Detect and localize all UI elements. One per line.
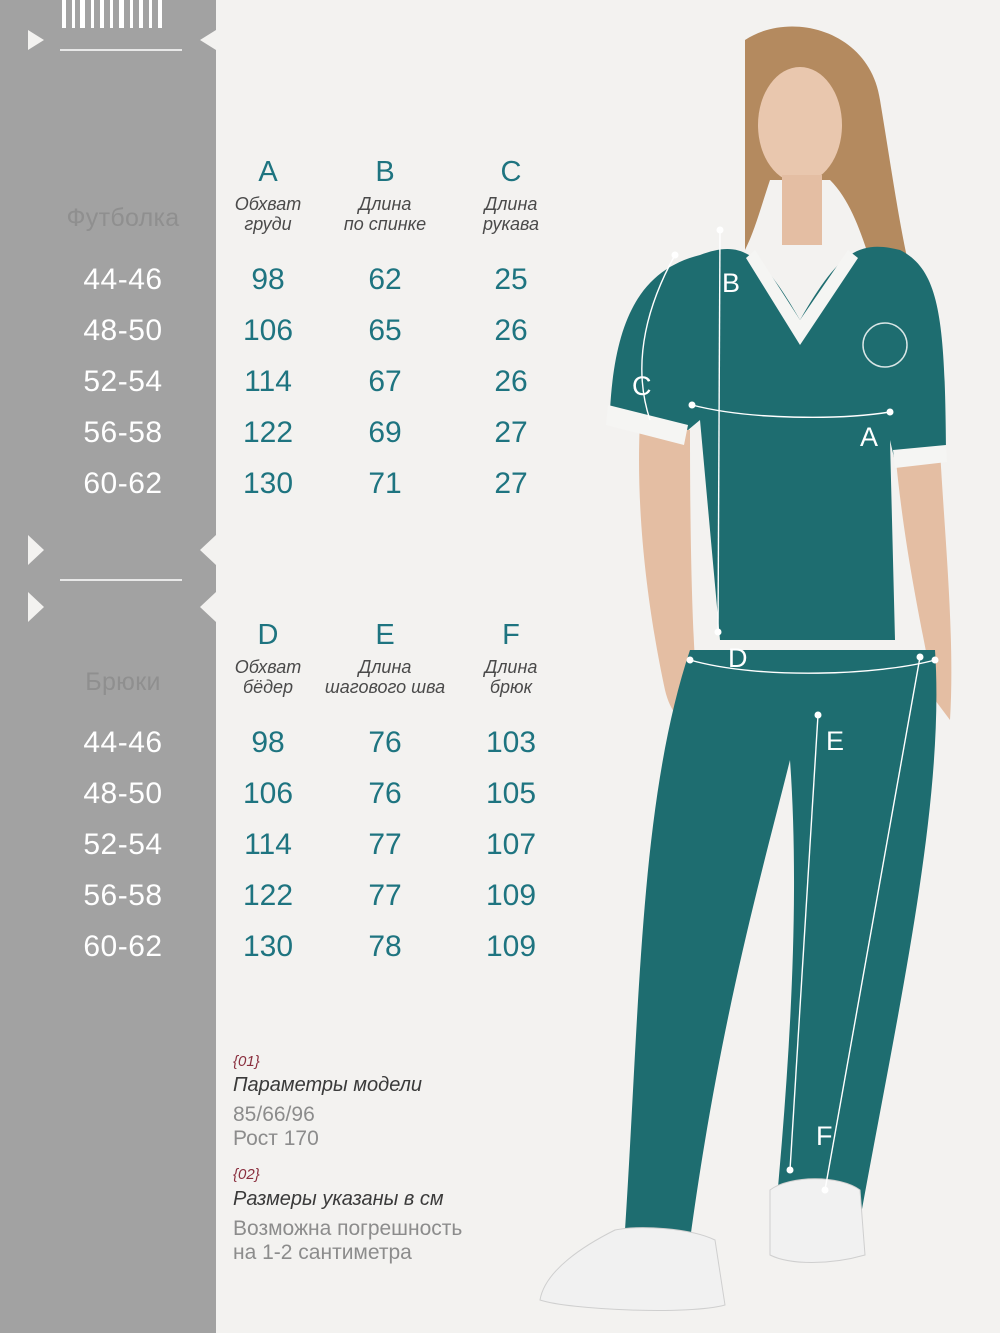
table-cell: 69 (368, 416, 402, 449)
table-cell: 67 (368, 365, 402, 398)
table-cell: 76 (368, 777, 402, 810)
table-cell: 71 (368, 467, 402, 500)
table-cell: 77 (368, 828, 402, 861)
table-cell: 98 (251, 263, 285, 296)
right-shoe (770, 1179, 865, 1263)
note-line: Возможна погрешность (233, 1217, 463, 1240)
table-cell: 78 (368, 930, 402, 963)
table-cell: 107 (485, 828, 537, 861)
size-label: 48-50 (83, 314, 163, 347)
trousers-shape (625, 650, 936, 1240)
table-cell: 25 (494, 263, 528, 296)
column-letter: F (502, 619, 520, 651)
column-caption: Длина брюк (484, 657, 538, 697)
table-cell: 65 (368, 314, 402, 347)
size-label: 52-54 (83, 365, 163, 398)
column-caption: Длина по спинке (343, 194, 427, 234)
label-a: A (860, 422, 879, 452)
table-cell: 105 (485, 777, 537, 810)
column-caption: Длина рукава (483, 194, 539, 234)
column-caption: Длина шагового шва (324, 657, 446, 697)
size-label: 52-54 (83, 828, 163, 861)
table-cell: 103 (485, 726, 537, 759)
table-cell: 62 (368, 263, 402, 296)
size-label: 56-58 (83, 879, 163, 912)
size-label: 44-46 (83, 726, 163, 759)
left-shoe (540, 1228, 725, 1311)
label-e: E (826, 726, 845, 756)
table-cell: 109 (485, 930, 537, 963)
size-label: 60-62 (83, 467, 163, 500)
trousers-title: Брюки (85, 668, 161, 696)
column-caption: Обхват груди (234, 194, 302, 234)
size-label: 44-46 (83, 263, 163, 296)
column-letter: A (258, 156, 278, 188)
model-photo (520, 0, 1000, 1333)
table-cell: 122 (242, 879, 294, 912)
note-title: Размеры указаны в см (233, 1188, 444, 1210)
table-cell: 98 (251, 726, 285, 759)
table-cell: 130 (242, 930, 294, 963)
table-cell: 76 (368, 726, 402, 759)
tshirt-title: Футболка (66, 204, 180, 232)
table-cell: 77 (368, 879, 402, 912)
label-c: C (632, 371, 652, 401)
table-cell: 114 (244, 365, 292, 398)
label-f: F (816, 1121, 833, 1151)
column-letter: E (375, 619, 395, 651)
label-d: D (728, 643, 748, 673)
table-cell: 26 (494, 314, 528, 347)
note-tag: {02} (233, 1166, 260, 1183)
column-letter: D (257, 619, 279, 651)
neck (782, 175, 822, 245)
table-cell: 114 (244, 828, 292, 861)
note-tag: {01} (233, 1053, 260, 1070)
size-label: 48-50 (83, 777, 163, 810)
table-cell: 27 (494, 467, 528, 500)
label-b: B (722, 268, 741, 298)
table-cell: 27 (494, 416, 528, 449)
note-line: на 1-2 сантиметра (233, 1241, 412, 1264)
table-cell: 106 (242, 314, 294, 347)
face (758, 67, 842, 183)
size-label: 56-58 (83, 416, 163, 449)
table-cell: 122 (242, 416, 294, 449)
table-cell: 26 (494, 365, 528, 398)
column-letter: C (500, 156, 522, 188)
column-caption: Обхват бёдер (234, 657, 302, 697)
column-letter: B (375, 156, 395, 188)
size-label: 60-62 (83, 930, 163, 963)
table-cell: 106 (242, 777, 294, 810)
note-line: Рост 170 (233, 1127, 319, 1150)
note-line: 85/66/96 (233, 1103, 315, 1126)
table-cell: 109 (485, 879, 537, 912)
table-cell: 130 (242, 467, 294, 500)
note-title: Параметры модели (233, 1074, 423, 1096)
